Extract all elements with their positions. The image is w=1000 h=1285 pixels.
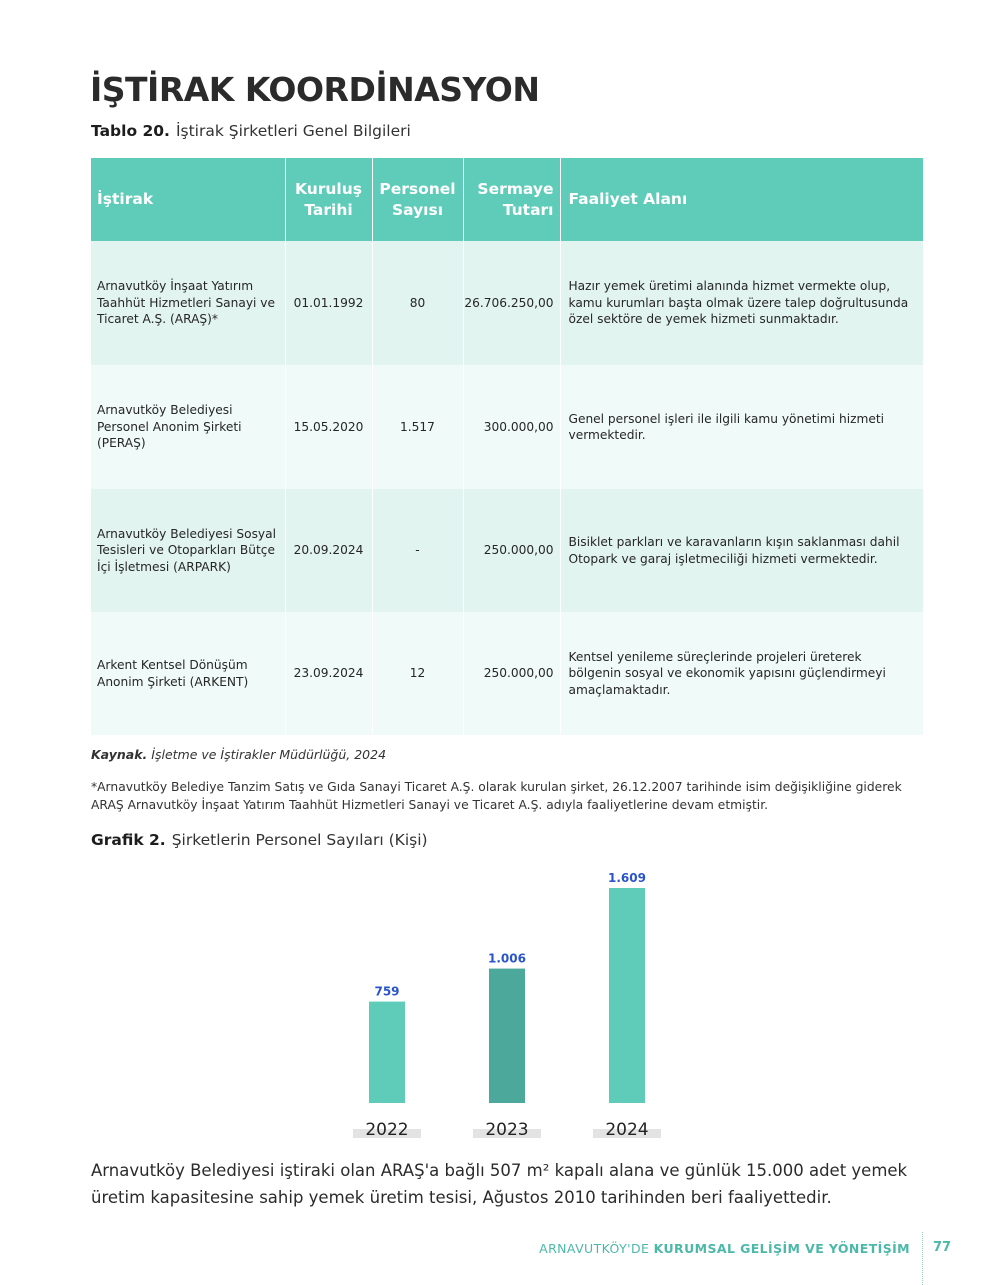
table-row <box>91 365 923 489</box>
bar-2023 <box>489 969 525 1103</box>
cell-staff: 1.517 <box>372 365 463 489</box>
header-founded: Kuruluş Tarihi <box>285 158 372 241</box>
bar-2022 <box>369 1002 405 1103</box>
chart-caption-text: Şirketlerin Personel Sayıları (Kişi) <box>171 831 428 849</box>
source-text: İşletme ve İştirakler Müdürlüğü, 2024 <box>151 747 387 762</box>
table-caption-number: Tablo 20. <box>91 122 170 140</box>
bar-2024 <box>609 888 645 1103</box>
cell-capital: 300.000,00 <box>463 365 560 489</box>
cell-company: Arkent Kentsel Dönüşüm Anonim Şirketi (ARKENT) <box>91 612 285 735</box>
cell-founded: 23.09.2024 <box>285 612 372 735</box>
cell-capital: 26.706.250,00 <box>463 241 560 365</box>
x-tick-label: 2022 <box>365 1120 409 1140</box>
cell-staff: 80 <box>372 241 463 365</box>
table-row <box>91 241 923 365</box>
cell-activity: Genel personel işleri ile ilgili kamu yönetimi hizmeti vermektedir. <box>560 365 923 489</box>
cell-activity: Hazır yemek üretimi alanında hizmet vermekte olup, kamu kurumları başta olmak üzere talep doğrultusunda özel sektöre de yemek hizmeti sunmaktadır. <box>560 241 923 365</box>
bar-value-label: 1.006 <box>488 951 526 966</box>
cell-founded: 15.05.2020 <box>285 365 372 489</box>
cell-company: Arnavutköy Belediyesi Personel Anonim Şirketi (PERAŞ) <box>91 365 285 489</box>
cell-staff: 12 <box>372 612 463 735</box>
x-tick-label: 2024 <box>605 1120 649 1140</box>
chart-caption <box>91 831 428 849</box>
page-title: İŞTİRAK KOORDİNASYON <box>90 70 540 109</box>
cell-company: Arnavutköy Belediyesi Sosyal Tesisleri ve Otoparkları Bütçe İçi İşletmesi (ARPARK) <box>91 489 285 612</box>
body-paragraph: Arnavutköy Belediyesi iştiraki olan ARAŞ'a bağlı 507 m² kapalı alana ve günlük 15.000 adet yemek üretim kapasitesine sahip yemek üretim tesisi, Ağustos 2010 tarihinden beri faaliyettedir. <box>91 1161 908 1207</box>
cell-company: Arnavutköy İnşaat Yatırım Taahhüt Hizmetleri Sanayi ve Ticaret A.Ş. (ARAŞ)* <box>91 241 285 365</box>
x-tick-label: 2023 <box>485 1120 529 1140</box>
table-caption <box>91 122 411 140</box>
footer-title-bold: KURUMSAL GELİŞİM VE YÖNETİŞİM <box>653 1241 910 1256</box>
cell-founded: 20.09.2024 <box>285 489 372 612</box>
table-row <box>91 489 923 612</box>
footer-divider <box>922 1232 923 1285</box>
header-staff: Personel Sayısı <box>372 158 463 241</box>
cell-staff: - <box>372 489 463 612</box>
table-row <box>91 612 923 735</box>
cell-activity: Kentsel yenileme süreçlerinde projeleri üreterek bölgenin sosyal ve ekonomik yapısını güçlendirmeyi amaçlamaktadır. <box>560 612 923 735</box>
bar-value-label: 759 <box>374 984 400 999</box>
cell-activity: Bisiklet parkları ve karavanların kışın saklanması dahil Otopark ve garaj işletmeciliği hizmeti vermektedir. <box>560 489 923 612</box>
header-capital: Sermaye Tutarı <box>463 158 560 241</box>
page-number: 77 <box>933 1240 952 1255</box>
cell-capital: 250.000,00 <box>463 612 560 735</box>
source-label: Kaynak. <box>91 747 148 762</box>
footer-title-light: ARNAVUTKÖY'DE <box>539 1241 650 1256</box>
header-company: İştirak <box>91 158 285 241</box>
table-caption-text: İştirak Şirketleri Genel Bilgileri <box>175 122 411 140</box>
companies-table <box>91 158 923 735</box>
staff-bar-chart <box>0 860 1000 1150</box>
cell-capital: 250.000,00 <box>463 489 560 612</box>
cell-founded: 01.01.1992 <box>285 241 372 365</box>
header-activity: Faaliyet Alanı <box>560 158 923 241</box>
footer-title <box>539 1241 910 1256</box>
table-footnote: *Arnavutköy Belediye Tanzim Satış ve Gıda Sanayi Ticaret A.Ş. olarak kurulan şirket, 26.12.2007 tarihinde isim değişikliğine giderek ARAŞ Arnavutköy İnşaat Yatırım Taahhüt Hizmetleri Sanayi ve Ticaret A.Ş. adıyla faaliyetlerine devam etmiştir. <box>91 780 902 812</box>
bar-value-label: 1.609 <box>608 871 646 885</box>
chart-caption-number: Grafik 2. <box>91 831 166 849</box>
table-source <box>91 747 386 762</box>
table-header-row <box>91 158 923 241</box>
